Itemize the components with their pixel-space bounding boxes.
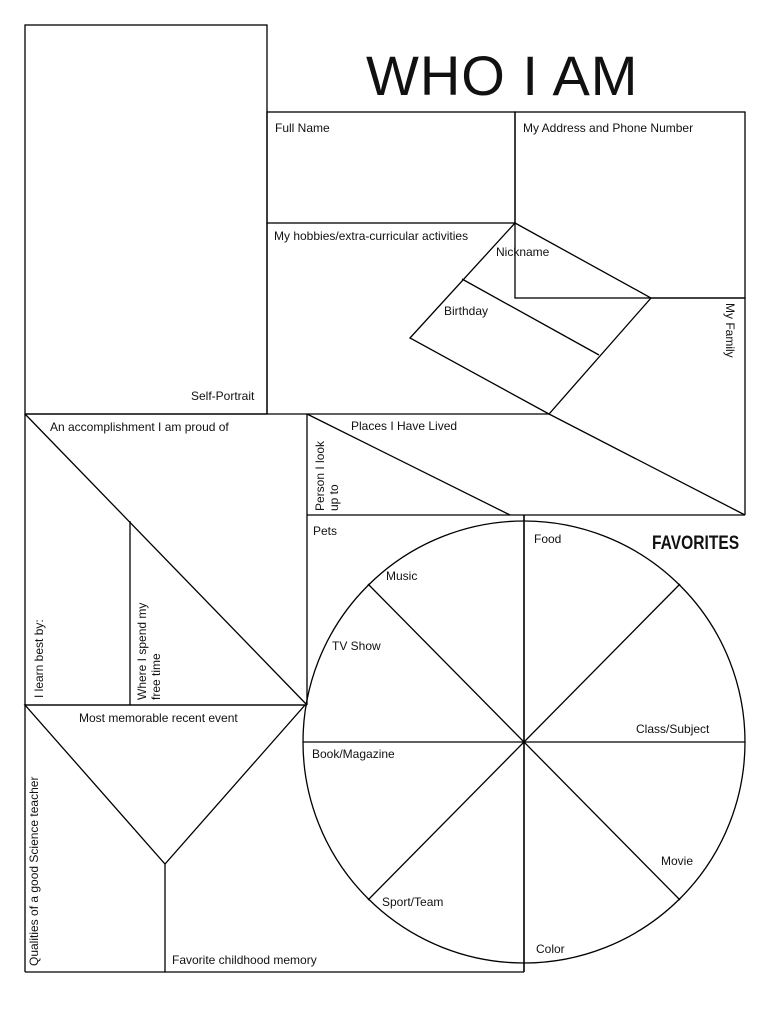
birthday-label: Birthday	[444, 304, 489, 318]
self-portrait-label: Self-Portrait	[191, 389, 255, 403]
free-time-line2: free time	[148, 653, 163, 700]
person-look-up-line2: up to	[326, 484, 341, 511]
fav-music-label: Music	[386, 569, 418, 583]
fav-color-label: Color	[536, 942, 565, 956]
address-box	[515, 112, 745, 298]
full-name-label: Full Name	[275, 121, 330, 135]
fav-sport-team-label: Sport/Team	[382, 895, 444, 909]
fav-food-label: Food	[534, 532, 562, 546]
favorites-heading: FAVORITES	[652, 533, 740, 554]
free-time-label	[136, 603, 164, 700]
self-portrait-box	[25, 25, 267, 414]
childhood-memory-label: Favorite childhood memory	[172, 953, 317, 967]
fav-book-magazine-label: Book/Magazine	[312, 747, 395, 761]
my-family-label: My Family	[723, 303, 737, 358]
nickname-label: Nickname	[496, 245, 550, 259]
person-look-up-label	[314, 441, 342, 511]
memorable-event-label: Most memorable recent event	[79, 711, 238, 725]
fav-tv-show-label: TV Show	[332, 639, 381, 653]
fav-movie-label: Movie	[661, 854, 694, 868]
accomplishment-label: An accomplishment I am proud of	[50, 420, 229, 434]
free-time-line1: Where I spend my	[135, 602, 149, 700]
memorable-event-triangle	[25, 705, 305, 864]
learn-best-label: I learn best by:	[32, 619, 46, 698]
fav-pets-label: Pets	[313, 524, 338, 538]
qualities-teacher-label: Qualities of a good Science teacher	[27, 776, 41, 966]
fav-class-subject-label: Class/Subject	[636, 722, 710, 736]
address-phone-label: My Address and Phone Number	[523, 121, 694, 135]
page-title: WHO I AM	[366, 44, 639, 107]
person-look-up-line1: Person I look	[313, 440, 327, 511]
places-lived-label: Places I Have Lived	[351, 419, 458, 433]
hobbies-label: My hobbies/extra-curricular activities	[274, 229, 469, 243]
